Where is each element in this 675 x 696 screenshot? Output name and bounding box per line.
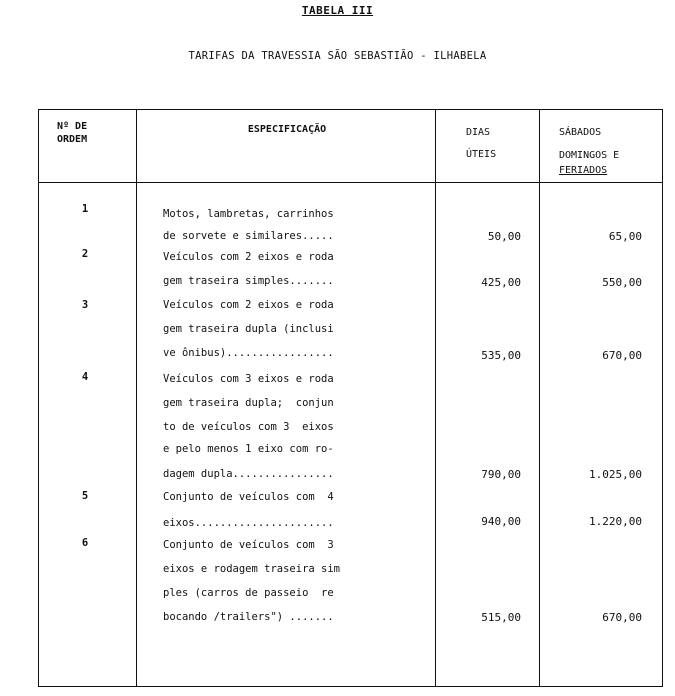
row-number: 2 xyxy=(81,248,89,260)
spec-line: Veículos com 2 eixos e roda xyxy=(163,251,334,263)
spec-line: dagem dupla................ xyxy=(163,468,334,480)
spec-line: to de veículos com 3 eixos xyxy=(163,421,334,433)
spec-line: bocando /trailers") ....... xyxy=(163,611,334,623)
row-number: 6 xyxy=(81,537,89,549)
spec-line: gem traseira dupla; conjun xyxy=(163,397,334,409)
spec-line: Motos, lambretas, carrinhos xyxy=(163,208,334,220)
spec-line: Veículos com 3 eixos e roda xyxy=(163,373,334,385)
row-number: 1 xyxy=(81,203,89,215)
spec-line: Conjunto de veículos com 3 xyxy=(163,539,334,551)
header-dias-uteis: DIAS ÚTEIS xyxy=(466,127,497,160)
sabados-value: 65,00 xyxy=(608,230,642,243)
dias-uteis-value: 940,00 xyxy=(481,515,521,528)
column-divider xyxy=(136,110,137,686)
sabados-value: 670,00 xyxy=(602,349,642,362)
sabados-value: 550,00 xyxy=(602,276,642,289)
spec-line: Veículos com 2 eixos e roda xyxy=(163,299,334,311)
spec-line: gem traseira simples....... xyxy=(163,275,334,287)
spec-line: eixos e rodagem traseira sim xyxy=(163,563,341,575)
spec-line: ples (carros de passeio re xyxy=(163,587,334,599)
table-subtitle: TARIFAS DA TRAVESSIA SÃO SEBASTIÃO - ILHABELA xyxy=(188,50,487,62)
sabados-value: 1.220,00 xyxy=(589,515,642,528)
dias-uteis-value: 535,00 xyxy=(481,349,521,362)
row-number: 4 xyxy=(81,371,89,383)
dias-uteis-value: 50,00 xyxy=(487,230,521,243)
dias-uteis-value: 425,00 xyxy=(481,276,521,289)
spec-line: gem traseira dupla (inclusi xyxy=(163,323,334,335)
column-divider xyxy=(539,110,540,686)
spec-line: de sorvete e similares..... xyxy=(163,230,334,242)
spec-line: e pelo menos 1 eixo com ro- xyxy=(163,443,334,455)
row-number: 3 xyxy=(81,299,89,311)
row-number: 5 xyxy=(81,490,89,502)
sabados-value: 1.025,00 xyxy=(589,468,642,481)
table-title: TABELA III xyxy=(301,4,374,17)
spec-line: ve ônibus)................. xyxy=(163,347,334,359)
sabados-value: 670,00 xyxy=(602,611,642,624)
dias-uteis-value: 790,00 xyxy=(481,468,521,481)
column-divider xyxy=(435,110,436,686)
dias-uteis-value: 515,00 xyxy=(481,611,521,624)
tariff-table xyxy=(38,109,663,687)
header-especificacao: ESPECIFICAÇÃO xyxy=(247,124,327,135)
spec-line: Conjunto de veículos com 4 xyxy=(163,491,334,503)
header-sabados: SÁBADOS DOMINGOS E FERIADOS xyxy=(559,127,620,176)
header-divider xyxy=(39,182,662,183)
header-ordem: Nº DE ORDEM xyxy=(57,121,88,145)
spec-line: eixos...................... xyxy=(163,517,334,529)
